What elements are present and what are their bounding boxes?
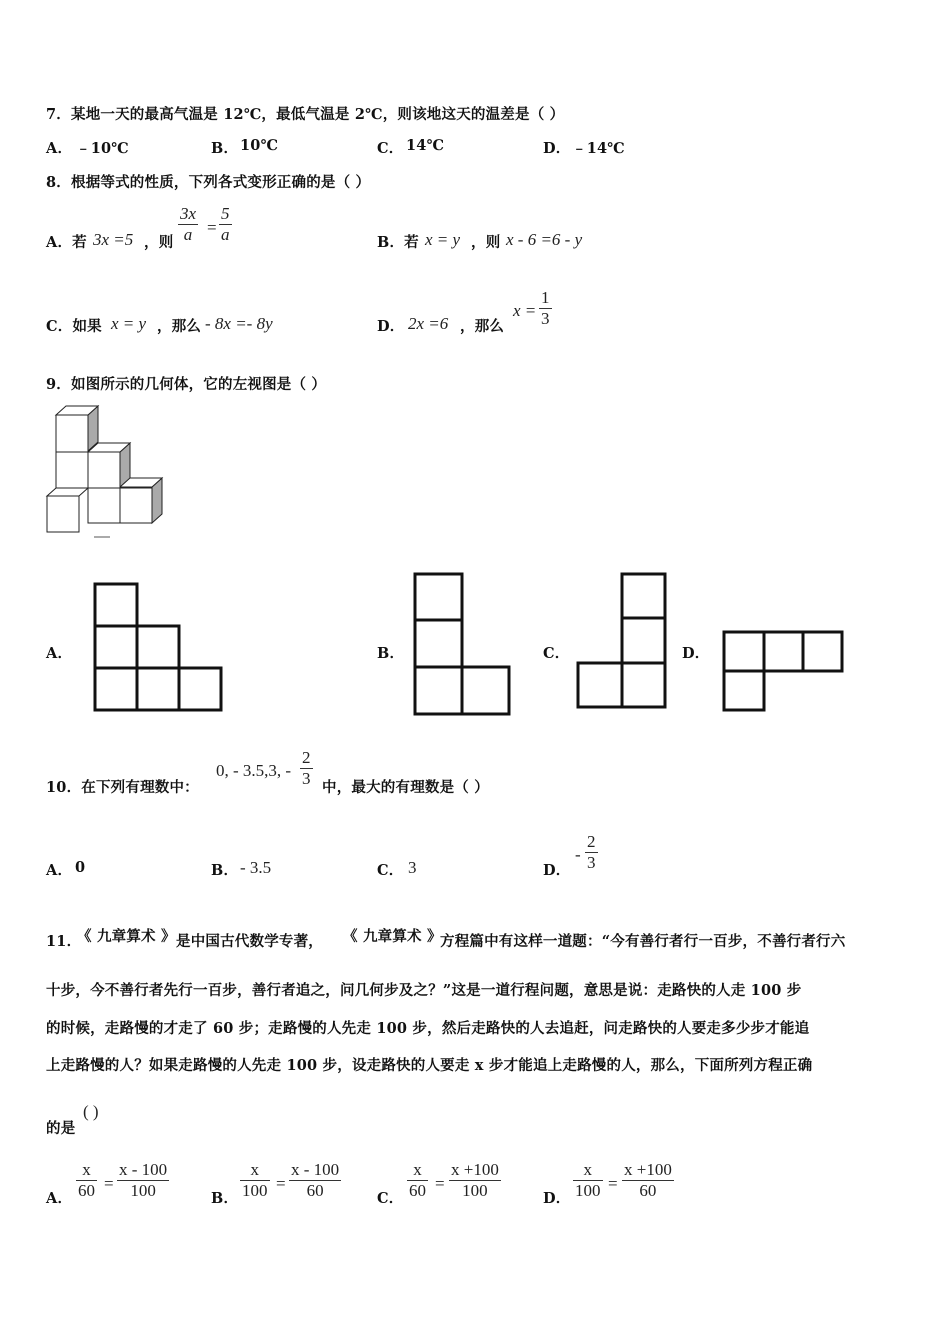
q8-d-mid: ，那么 [460, 318, 505, 335]
q9-option-c-label: C． [543, 645, 570, 662]
q11-option-b-right [289, 1160, 341, 1201]
q8-a-frac2-num: 5 [221, 204, 230, 223]
q11-line5: 的是 [46, 1120, 76, 1137]
q11-option-a-right [117, 1160, 169, 1201]
q7-option-c: 14℃ [406, 137, 445, 154]
q11-b-left-den: 100 [242, 1181, 268, 1200]
q11-line4: 上走路慢的人？如果走路慢的人先走 100 步，设走路快的人要走 x 步才能追上走路慢的人，那么，下面所列方程正确 [46, 1057, 813, 1074]
q11-a-left-den: 60 [78, 1181, 95, 1200]
q7-option-a-label: A． [46, 140, 73, 157]
q9-option-b-label: B． [377, 645, 405, 662]
q10-option-c-label: C． [377, 862, 404, 879]
q11-option-d-left [573, 1160, 603, 1201]
q11-c-left-num: x [413, 1160, 422, 1179]
q11-option-b-label: B． [211, 1190, 239, 1207]
q11-line1-end: 方程篇中有这样一道题：“今有善行者行一百步，不善行者行六 [440, 933, 846, 950]
q10-list-frac-den: 3 [302, 769, 311, 788]
q11-option-b-left [240, 1160, 270, 1201]
q7-option-d: ﹣14℃ [572, 140, 625, 157]
q11-d-left-num: x [583, 1160, 592, 1179]
q11-c-left-den: 60 [409, 1181, 426, 1200]
q10-option-d-num: 2 [587, 832, 596, 851]
q7-option-d-label: D． [543, 140, 571, 157]
q8-b-eq1: x = y [425, 230, 461, 249]
q8-b-mid: ，则 [471, 234, 501, 251]
q11-option-c-left [407, 1160, 428, 1201]
q8-d-label: D． [377, 318, 405, 335]
q7-stem: 7．某地一天的最高气温是 12℃，最低气温是 2℃，则该地这天的温差是（ ） [46, 106, 565, 123]
q8-a-mid: ，则 [144, 234, 174, 251]
q8-c-eq2: - 8x =- 8y [205, 314, 273, 333]
q11-c-right-den: 100 [449, 1180, 501, 1201]
q9-option-b-figure[interactable] [413, 572, 513, 718]
q10-option-a-label: A． [46, 862, 73, 879]
q11-b-equals: = [276, 1174, 286, 1193]
q11-option-d-right [622, 1160, 674, 1201]
q10-option-b: - 3.5 [240, 858, 272, 877]
q11-line2: 十步，今不善行者先行一百步，善行者追之，问几何步及之？”这是一道行程问题，意思是说：走路快的人走 100 步 [46, 982, 802, 999]
q8-b-label: B．若 [377, 234, 419, 251]
q10-option-a: 0 [75, 859, 86, 876]
q8-a-eq1: 3x =5 [93, 230, 134, 249]
q11-line3: 的时候，走路慢的才走了 60 步；走路慢的人先走 100 步，然后走路快的人去追赶，问走路快的人要走多少步才能追 [46, 1020, 810, 1037]
q7-option-b-label: B． [211, 140, 239, 157]
q9-stem: 9．如图所示的几何体，它的左视图是（ ） [46, 376, 327, 393]
q11-line1-mid: 是中国古代数学专著， [176, 933, 323, 950]
q11-a-left-num: x [82, 1160, 91, 1179]
q8-a-equals: = [207, 218, 217, 237]
q11-book-title-2: 《 九章算术 》 [343, 928, 442, 945]
q7-option-b: 10℃ [240, 137, 279, 154]
q11-d-right-den: 60 [622, 1180, 674, 1201]
q10-list-frac-num: 2 [302, 748, 311, 767]
q9-option-d-label: D． [682, 645, 710, 662]
q10-option-d-sign: - [575, 845, 581, 864]
q9-option-a-figure[interactable] [93, 582, 225, 716]
q11-option-a-left [76, 1160, 97, 1201]
q8-d-frac-num: 1 [541, 288, 550, 307]
q9-option-c-figure[interactable] [575, 572, 669, 712]
q11-a-equals: = [104, 1174, 114, 1193]
q11-b-left-num: x [250, 1160, 259, 1179]
q11-answer-paren: ( ) [83, 1102, 99, 1121]
q11-c-equals: = [435, 1174, 445, 1193]
q8-a-frac2-den: a [221, 225, 230, 244]
q10-number-list: 0, - 3.5,3, - [216, 761, 292, 780]
q8-c-mid: ，那么 [157, 318, 202, 335]
q11-d-left-den: 100 [575, 1181, 601, 1200]
q8-b-eq2: x - 6 =6 - y [506, 230, 583, 249]
q8-a-label: A．若 [46, 234, 87, 251]
q10-option-d-fraction [585, 832, 598, 873]
q8-a-frac1-num: 3x [180, 204, 197, 223]
q11-number: 11． [46, 933, 82, 950]
q8-d-eq1: 2x =6 [408, 314, 449, 333]
q11-d-right-num: x +100 [624, 1160, 672, 1179]
q11-a-right-den: 100 [117, 1180, 169, 1201]
q8-c-label: C．如果 [46, 318, 102, 335]
q8-c-eq1: x = y [111, 314, 147, 333]
q11-option-c-right [449, 1160, 501, 1201]
q8-a-frac1 [178, 204, 198, 245]
q10-stem-post: 中，最大的有理数是（ ） [322, 779, 489, 796]
q11-c-right-num: x +100 [451, 1160, 499, 1179]
q11-d-equals: = [608, 1174, 618, 1193]
q10-option-d-label: D． [543, 862, 571, 879]
q11-book-title-1: 《 九章算术 》 [77, 928, 176, 945]
q9-solid-figure [42, 402, 172, 542]
q11-b-right-num: x - 100 [291, 1160, 340, 1179]
q11-option-d-label: D． [543, 1190, 571, 1207]
q8-d-frac-den: 3 [541, 309, 550, 328]
q7-option-c-label: C． [377, 140, 404, 157]
q10-option-b-label: B． [211, 862, 239, 879]
q11-option-a-label: A． [46, 1190, 73, 1207]
q11-option-c-label: C． [377, 1190, 404, 1207]
q10-stem-pre: 10．在下列有理数中： [46, 779, 199, 796]
q10-option-c: 3 [408, 858, 417, 877]
q8-stem: 8．根据等式的性质，下列各式变形正确的是（ ） [46, 174, 371, 191]
q8-a-frac2 [219, 204, 232, 245]
q9-option-d-figure[interactable] [722, 629, 846, 713]
q8-d-frac [539, 288, 552, 329]
q9-option-a-label: A． [46, 645, 73, 662]
q8-a-frac1-den: a [178, 224, 198, 245]
q10-list-fraction [300, 748, 313, 789]
q11-a-right-num: x - 100 [119, 1160, 168, 1179]
q8-d-lhs: x = [513, 301, 537, 320]
q11-b-right-den: 60 [289, 1180, 341, 1201]
q7-option-a: ﹣10℃ [76, 140, 129, 157]
q10-option-d-den: 3 [587, 853, 596, 872]
